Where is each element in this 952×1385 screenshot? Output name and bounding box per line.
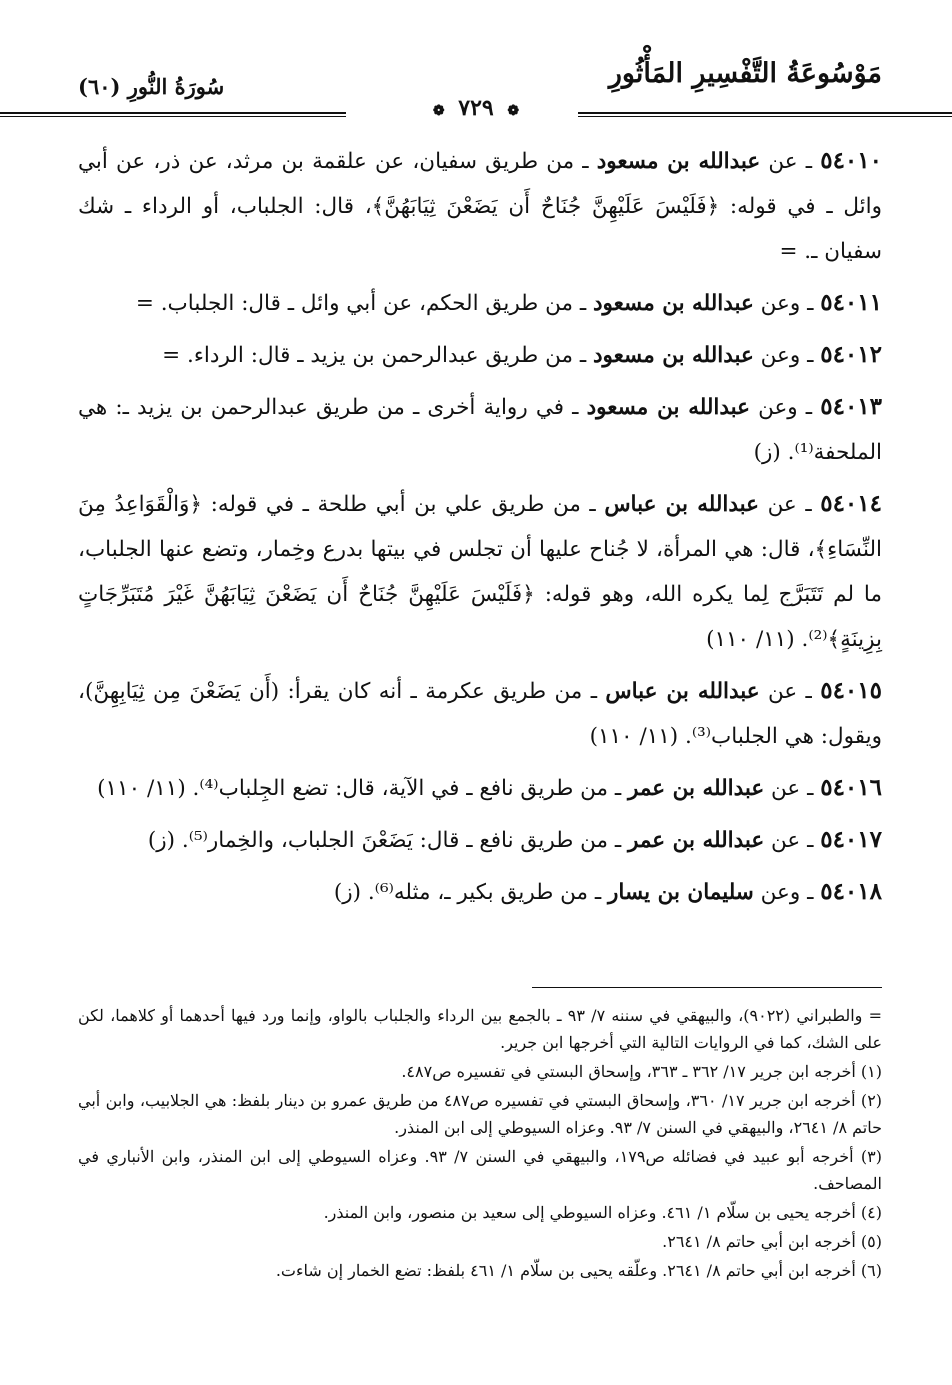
page-number: ٧٢٩: [458, 95, 494, 121]
entry-narrator: عبدالله بن مسعود: [592, 343, 754, 368]
entry-narrator: عبدالله بن عباس: [605, 679, 760, 704]
footnote: (٥) أخرجه ابن أبي حاتم ٨/ ٢٦٤١.: [662, 1232, 882, 1251]
ornament-left-icon: ❁: [432, 103, 445, 119]
entry-text: ـ من طريق سفيان، عن علقمة بن مرثد، عن ذر، عن أبي وائل ـ في قوله: ﴿فَلَيْسَ عَلَيْهِنَّ جُنَاحٌ أَن يَضَعْنَ ثِيَابَهُنَّ﴾، قال: الجلباب، أو الرداء ـ شك سفيان ـ. =: [78, 149, 882, 264]
narration-entry: [78, 817, 882, 863]
entry-narrator: عبدالله بن عباس: [604, 492, 759, 517]
entry-number: ٥٤٠١٢: [820, 341, 882, 368]
narration-entry: [78, 869, 882, 915]
surah-label: سُورَةُ النُّورِ (٦٠): [78, 74, 225, 99]
entry-text: ـ من طريق بكير ـ، مثله⁽⁶⁾. (ز): [333, 880, 609, 905]
entry-lead: ـ عن: [760, 149, 821, 174]
header-rule-right: [578, 112, 952, 117]
entry-lead: ـ عن: [759, 679, 821, 704]
entry-number: ٥٤٠١٣: [820, 393, 883, 420]
entry-lead: ـ وعن: [753, 343, 821, 368]
entry-text: ـ من طريق علي بن أبي طلحة ـ في قوله: ﴿وَالْقَوَاعِدُ مِنَ النِّسَاءِ﴾، قال: هي المرأة، لا جُناح عليها أن تجلس في بيتها بدرع وخِمار، وتضع عنها الجلباب، ما لم تَتَبَرَّج لِما يكره الله، وهو قوله: ﴿فَلَيْسَ عَلَيْهِنَّ جُنَاحٌ أَن يَضَعْنَ ثِيَابَهُنَّ غَيْرَ مُتَبَرِّجَاتٍ بِزِينَةٍ﴾⁽²⁾. (١١/ ١١٠): [78, 492, 882, 652]
entry-lead: ـ وعن: [753, 880, 821, 905]
entry-number: ٥٤٠١١: [820, 289, 882, 316]
narration-entry: [78, 138, 882, 274]
entry-text: ـ من طريق عكرمة ـ أنه كان يقرأ: (أَن يَضَعْنَ مِن ثِيَابِهِنَّ)، ويقول: هي الجلباب⁽³⁾. (١١/ ١١٠): [78, 679, 882, 749]
narration-entry: [78, 332, 882, 378]
entry-narrator: عبدالله بن مسعود: [592, 291, 754, 316]
narration-entry: [78, 668, 882, 759]
header-rule-left: [0, 112, 346, 117]
footnote: (٦) أخرجه ابن أبي حاتم ٨/ ٢٦٤١. وعلّقه يحيى بن سلّام ١/ ٤٦١ بلفظ: تضع الخمار إن شاءت.: [275, 1261, 882, 1280]
entry-lead: ـ عن: [764, 828, 821, 853]
entry-text: ـ من طريق نافع ـ قال: يَضَعْنَ الجلباب، والخِمار⁽⁵⁾. (ز): [147, 828, 628, 853]
entry-text: ـ في رواية أخرى ـ من طريق عبدالرحمن بن يزيد ـ: هي الملحفة⁽¹⁾. (ز): [78, 395, 882, 465]
entry-text: ـ من طريق الحكم، عن أبي وائل ـ قال: الجلباب. =: [135, 291, 593, 316]
narration-entry: [78, 384, 882, 475]
entry-number: ٥٤٠١٥: [820, 677, 882, 704]
entry-lead: ـ وعن: [753, 291, 821, 316]
entry-narrator: عبدالله بن عمر: [628, 828, 765, 853]
narration-entry: [78, 765, 882, 811]
entry-number: ٥٤٠١٧: [820, 826, 882, 853]
footnote: (٢) أخرجه ابن جرير ١٧/ ٣٦٠، وإسحاق البستي في تفسيره ص٤٨٧ من طريق عمرو بن دينار بلفظ: هي الجلابيب، وابن أبي حاتم ٨/ ٢٦٤١، والبيهقي في السنن ٧/ ٩٣. وعزاه السيوطي إلى ابن المنذر.: [78, 1091, 883, 1137]
entry-text: ـ من طريق نافع ـ في الآية، قال: تضع الجِلباب⁽⁴⁾. (١١/ ١١٠): [97, 776, 628, 801]
narration-entry: [78, 481, 882, 662]
footnote-separator: [532, 987, 882, 988]
footnote: (٤) أخرجه يحيى بن سلّام ١/ ٤٦١. وعزاه السيوطي إلى سعيد بن منصور، وابن المنذر.: [323, 1203, 882, 1222]
book-title: مَوْسُوعَةُ التَّفْسِيرِ المَأْثُورِ: [608, 58, 882, 89]
entry-narrator: عبدالله بن مسعود: [586, 395, 750, 420]
page-header: [78, 0, 882, 104]
entry-narrator: عبدالله بن عمر: [628, 776, 765, 801]
footnotes: [78, 1002, 882, 1286]
footnote: (٣) أخرجه أبو عبيد في فضائله ص١٧٩، والبيهقي في السنن ٧/ ٩٣. وعزاه السيوطي إلى ابن المنذر، وابن الأنباري في المصاحف.: [78, 1147, 882, 1193]
page-number-block: [386, 95, 566, 121]
entries: [78, 138, 882, 921]
ornament-right-icon: ❁: [507, 103, 520, 119]
entry-number: ٥٤٠١٤: [820, 490, 882, 517]
entry-number: ٥٤٠١٨: [820, 878, 882, 905]
entry-text: ـ من طريق عبدالرحمن بن يزيد ـ قال: الرداء. =: [162, 343, 593, 368]
entry-narrator: عبدالله بن مسعود: [596, 149, 761, 174]
entry-number: ٥٤٠١٠: [820, 147, 882, 174]
entry-lead: ـ عن: [764, 776, 821, 801]
entry-lead: ـ وعن: [749, 395, 821, 420]
entry-narrator: سليمان بن يسار: [608, 880, 754, 905]
narration-entry: [78, 280, 882, 326]
footnote: (١) أخرجه ابن جرير ١٧/ ٣٦٢ ـ ٣٦٣، وإسحاق البستي في تفسيره ص٤٨٧.: [401, 1062, 882, 1081]
footnote: = والطبراني (٩٠٢٢)، والبيهقي في سننه ٧/ ٩٣ ـ بالجمع بين الرداء والجلباب بالواو، وإنما ورد فيها أحدهما أو كلاهما، لكن على الشك، كما في الروايات التالية التي أخرجها ابن جرير.: [78, 1006, 882, 1052]
entry-number: ٥٤٠١٦: [820, 774, 882, 801]
entry-lead: ـ عن: [759, 492, 821, 517]
